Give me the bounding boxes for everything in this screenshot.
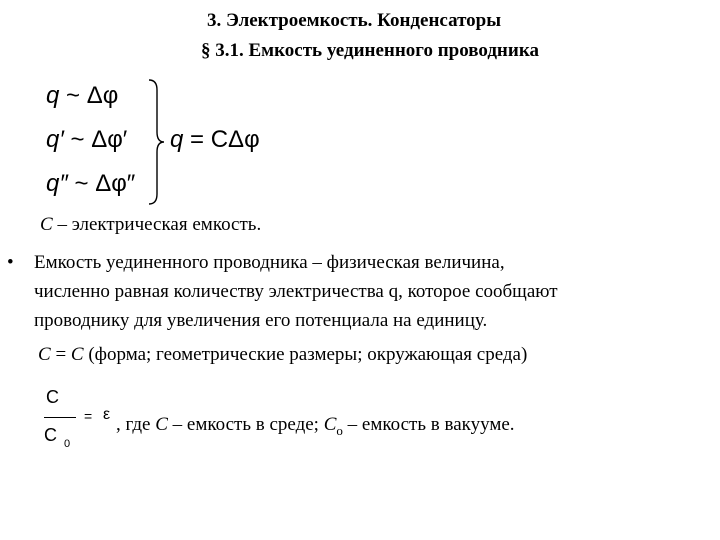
definition-line bbox=[40, 212, 261, 237]
dependence-text: (форма; геометрические размеры; окружающая среда) bbox=[83, 344, 528, 365]
capacitance-symbol: C bbox=[70, 344, 84, 365]
proportion-relation: ~ Δφ″ bbox=[67, 170, 136, 197]
capacitance-symbol: C bbox=[40, 214, 53, 235]
proportion-formula-2 bbox=[46, 126, 127, 154]
fraction-denominator: C bbox=[44, 425, 57, 445]
epsilon-symbol: ε bbox=[103, 406, 111, 423]
section-heading: § 3.1. Емкость уединенного проводника bbox=[200, 40, 539, 61]
fraction-bar bbox=[44, 417, 76, 418]
equals-sign: = bbox=[50, 344, 71, 365]
capacitance-symbol: C bbox=[38, 344, 51, 365]
slide-title: 3. Электроемкость. Конденсаторы bbox=[206, 10, 502, 31]
proportion-formula-1 bbox=[46, 82, 118, 110]
ratio-explanation bbox=[116, 412, 515, 443]
denominator-subscript: 0 bbox=[64, 438, 71, 450]
proportion-relation: ~ Δφ′ bbox=[63, 126, 128, 153]
bullet-line-3: проводнику для увеличения его потенциала на единицу. bbox=[34, 310, 488, 331]
fraction-numerator: C bbox=[46, 387, 59, 407]
ratio-text-2: – емкость в среде; bbox=[167, 414, 324, 435]
charge-symbol: q′ bbox=[46, 126, 64, 153]
right-brace-icon bbox=[146, 78, 166, 206]
vacuum-capacitance-symbol: C bbox=[323, 414, 337, 435]
bullet-marker: • bbox=[7, 252, 14, 273]
capacitance-formula bbox=[170, 126, 260, 154]
ratio-text-1: , где bbox=[116, 414, 156, 435]
proportion-formula-3 bbox=[46, 170, 135, 198]
capacitance-symbol: C bbox=[155, 414, 168, 435]
vacuum-subscript: o bbox=[336, 422, 343, 438]
charge-symbol: q bbox=[46, 82, 60, 109]
proportion-relation: ~ Δφ bbox=[59, 82, 119, 109]
definition-text: – электрическая емкость. bbox=[52, 214, 262, 235]
bullet-line-1: Емкость уединенного проводника – физическая величина, bbox=[34, 252, 505, 273]
charge-symbol: q″ bbox=[46, 170, 68, 197]
bullet-line-2: численно равная количеству электричества q, которое сообщают bbox=[34, 281, 558, 302]
capacitance-relation: = CΔφ bbox=[183, 126, 260, 153]
ratio-text-3: – емкость в вакууме. bbox=[342, 414, 515, 435]
equals-sign: = bbox=[84, 408, 93, 424]
dependence-line bbox=[38, 342, 527, 367]
charge-symbol: q bbox=[170, 126, 184, 153]
